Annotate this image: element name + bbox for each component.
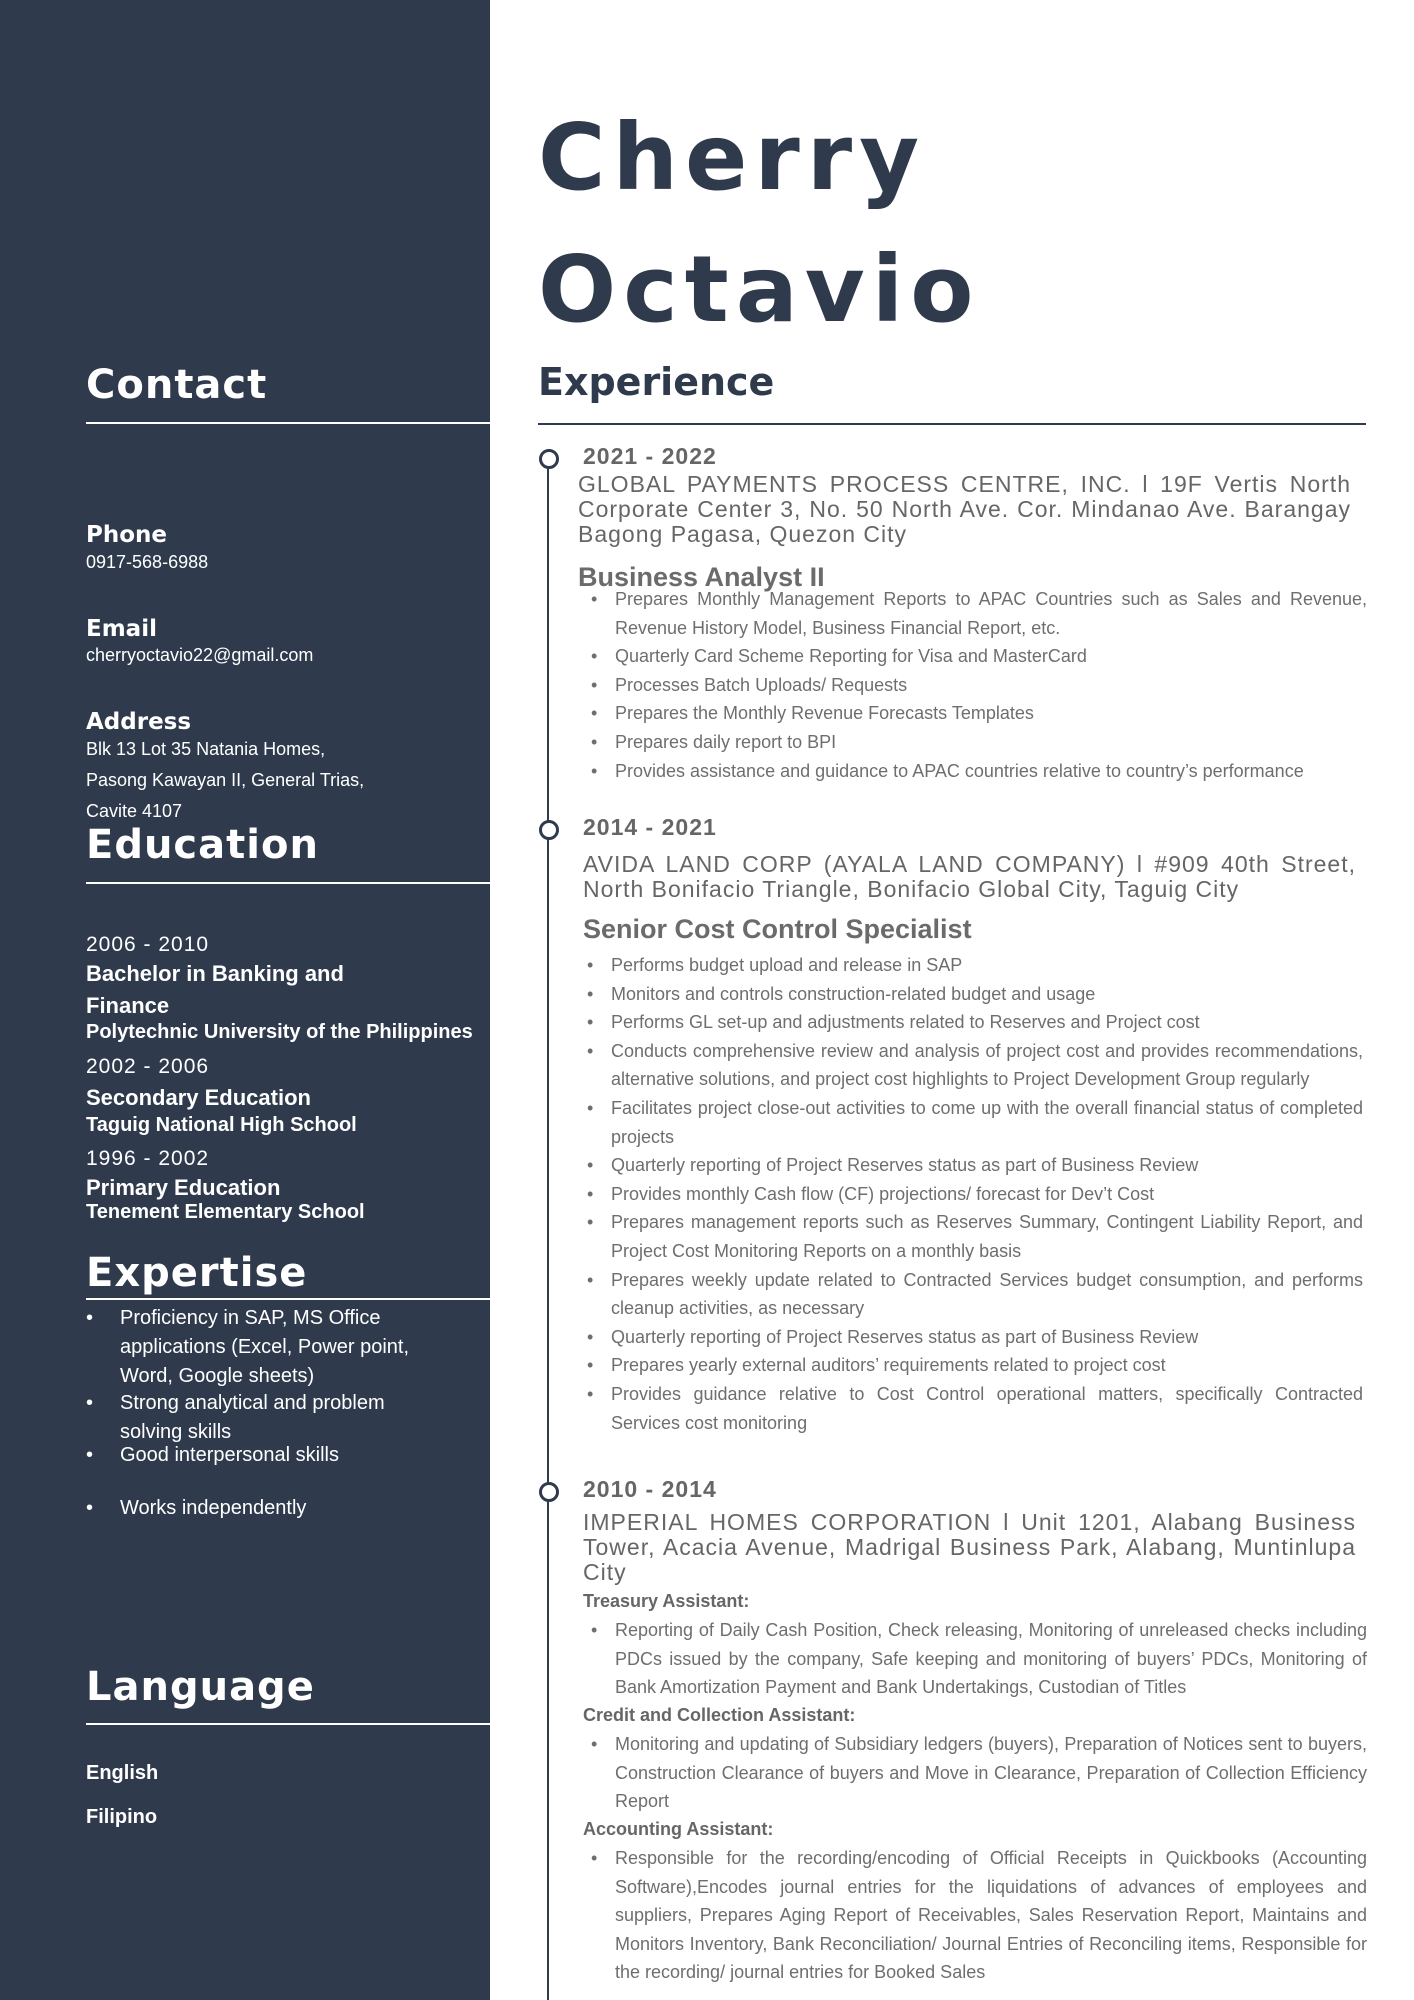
- job-years: 2021 - 2022: [583, 443, 717, 469]
- job-company: IMPERIAL HOMES CORPORATION l Unit 1201, Alabang Business Tower, Acacia Avenue, Madrigal Business Park, Alabang, Muntinlupa City: [583, 1509, 1356, 1585]
- expertise-item: • Works independently: [86, 1494, 416, 1523]
- experience-heading: Experience: [538, 360, 775, 404]
- education-degree: Bachelor in Banking and Finance: [86, 961, 344, 1018]
- expertise-list: [86, 1304, 416, 1523]
- job-bullet: • Prepares daily report to BPI: [583, 728, 1367, 757]
- job-bullet: • Prepares the Monthly Revenue Forecasts Templates: [583, 699, 1367, 728]
- education-years: 2002 - 2006: [86, 1055, 210, 1078]
- timeline-dot: [539, 820, 559, 840]
- address-value: Blk 13 Lot 35 Natania Homes, Pasong Kawayan II, General Trias, Cavite 4107: [86, 739, 365, 821]
- contact-heading: Contact: [86, 362, 268, 408]
- job-bullet: • Conducts comprehensive review and analysis of project cost and provides recommendations, alternative solutions, and project cost highlights to Project Development Group regularly: [579, 1037, 1363, 1094]
- expertise-item: • Proficiency in SAP, MS Office applications (Excel, Power point, Word, Google sheets): [86, 1304, 416, 1391]
- job-title: Senior Cost Control Specialist: [583, 914, 972, 944]
- job-bullet: • Provides assistance and guidance to APAC countries relative to country’s performance: [583, 757, 1367, 786]
- timeline-dot: [539, 449, 559, 469]
- job-bullet: • Performs GL set-up and adjustments related to Reserves and Project cost: [579, 1008, 1363, 1037]
- language-item: Filipino: [86, 1806, 158, 1828]
- role-bullets: [583, 1844, 1367, 1987]
- job-bullet: • Facilitates project close-out activities to come up with the overall financial status of completed projects: [579, 1094, 1363, 1151]
- job-bullet: • Quarterly reporting of Project Reserves status as part of Business Review: [579, 1323, 1363, 1352]
- job-title: Business Analyst II: [578, 562, 825, 592]
- job-bullet: • Provides monthly Cash flow (CF) projections/ forecast for Dev’t Cost: [579, 1180, 1363, 1209]
- job-bullets: [583, 585, 1367, 785]
- language-item: English: [86, 1762, 159, 1784]
- education-degree: Primary Education: [86, 1175, 281, 1200]
- sidebar: [0, 0, 490, 2000]
- address-label: Address: [86, 709, 192, 735]
- job-bullet: • Processes Batch Uploads/ Requests: [583, 671, 1367, 700]
- job-bullet: • Quarterly reporting of Project Reserves status as part of Business Review: [579, 1151, 1363, 1180]
- phone-value: 0917-568-6988: [86, 552, 209, 572]
- phone-label: Phone: [86, 522, 168, 548]
- email-value[interactable]: cherryoctavio22@gmail.com: [86, 645, 314, 665]
- education-years: 1996 - 2002: [86, 1147, 210, 1170]
- job-company: AVIDA LAND CORP (AYALA LAND COMPANY) l #909 40th Street, North Bonifacio Triangle, Bonifacio Global City, Taguig City: [583, 851, 1356, 902]
- expertise-item: • Strong analytical and problem solving skills: [86, 1389, 416, 1447]
- job-bullet: • Performs budget upload and release in SAP: [579, 951, 1363, 980]
- timeline-line: [547, 458, 549, 2000]
- job-bullet: • Prepares yearly external auditors’ requirements related to project cost: [579, 1351, 1363, 1380]
- role-label: Treasury Assistant:: [583, 1591, 750, 1611]
- education-school: Polytechnic University of the Philippines: [86, 1021, 473, 1043]
- job-bullet: • Provides guidance relative to Cost Control operational matters, specifically Contracted Services cost monitoring: [579, 1380, 1363, 1437]
- job-company: GLOBAL PAYMENTS PROCESS CENTRE, INC. l 19F Vertis North Corporate Center 3, No. 50 North Ave. Cor. Mindanao Ave. Barangay Bagong Pagasa, Quezon City: [578, 471, 1351, 547]
- experience-divider: [538, 423, 1366, 425]
- job-bullet: • Responsible for the recording/encoding of Official Receipts in Quickbooks (Accounting Software),Encodes journal entries for the liquidations of advances of employees and suppliers, Prepares Aging Report of Receivables, Sales Reservation Report, Maintains and Monitors Inventory, Bank Reconciliation/ Journal Entries of Reconciling items, Responsible for the recording/ journal entries for Booked Sales: [583, 1844, 1367, 1987]
- job-years: 2014 - 2021: [583, 814, 717, 840]
- language-divider: [86, 1723, 490, 1725]
- last-name: Octavio: [538, 236, 981, 343]
- education-years: 2006 - 2010: [86, 933, 210, 956]
- job-bullet: • Monitors and controls construction-related budget and usage: [579, 980, 1363, 1009]
- job-bullet: • Reporting of Daily Cash Position, Check releasing, Monitoring of unreleased checks including PDCs issued by the company, Safe keeping and monitoring of buyers’ PDCs, Monitoring of Bank Amortization Payment and Bank Undertakings, Custodian of Titles: [583, 1616, 1367, 1702]
- job-bullet: • Monitoring and updating of Subsidiary ledgers (buyers), Preparation of Notices sent to buyers, Construction Clearance of buyers and Move in Clearance, Preparation of Collection Efficiency Report: [583, 1730, 1367, 1816]
- job-bullet: • Prepares management reports such as Reserves Summary, Contingent Liability Report, and Project Cost Monitoring Reports on a monthly basis: [579, 1208, 1363, 1265]
- education-school: Taguig National High School: [86, 1114, 357, 1136]
- education-degree: Secondary Education: [86, 1085, 311, 1110]
- education-divider: [86, 882, 490, 884]
- timeline-dot: [539, 1482, 559, 1502]
- expertise-divider: [86, 1298, 490, 1300]
- role-bullets: [583, 1730, 1367, 1816]
- candidate-name: [538, 92, 981, 356]
- job-bullet: • Prepares weekly update related to Contracted Services budget consumption, and performs cleanup activities, as necessary: [579, 1266, 1363, 1323]
- job-years: 2010 - 2014: [583, 1476, 717, 1502]
- email-label: Email: [86, 616, 157, 642]
- role-label: Accounting Assistant:: [583, 1819, 774, 1839]
- expertise-item: • Good interpersonal skills: [86, 1441, 416, 1470]
- job-bullet: • Prepares Monthly Management Reports to APAC Countries such as Sales and Revenue, Revenue History Model, Business Financial Report, etc.: [583, 585, 1367, 642]
- education-heading: Education: [86, 822, 319, 868]
- role-bullets: [583, 1616, 1367, 1702]
- contact-divider: [86, 422, 490, 424]
- education-school: Tenement Elementary School: [86, 1201, 365, 1223]
- first-name: Cherry: [538, 104, 927, 211]
- job-bullet: • Quarterly Card Scheme Reporting for Visa and MasterCard: [583, 642, 1367, 671]
- language-heading: Language: [86, 1664, 315, 1710]
- role-label: Credit and Collection Assistant:: [583, 1705, 856, 1725]
- expertise-heading: Expertise: [86, 1250, 308, 1296]
- job-bullets: [579, 951, 1363, 1437]
